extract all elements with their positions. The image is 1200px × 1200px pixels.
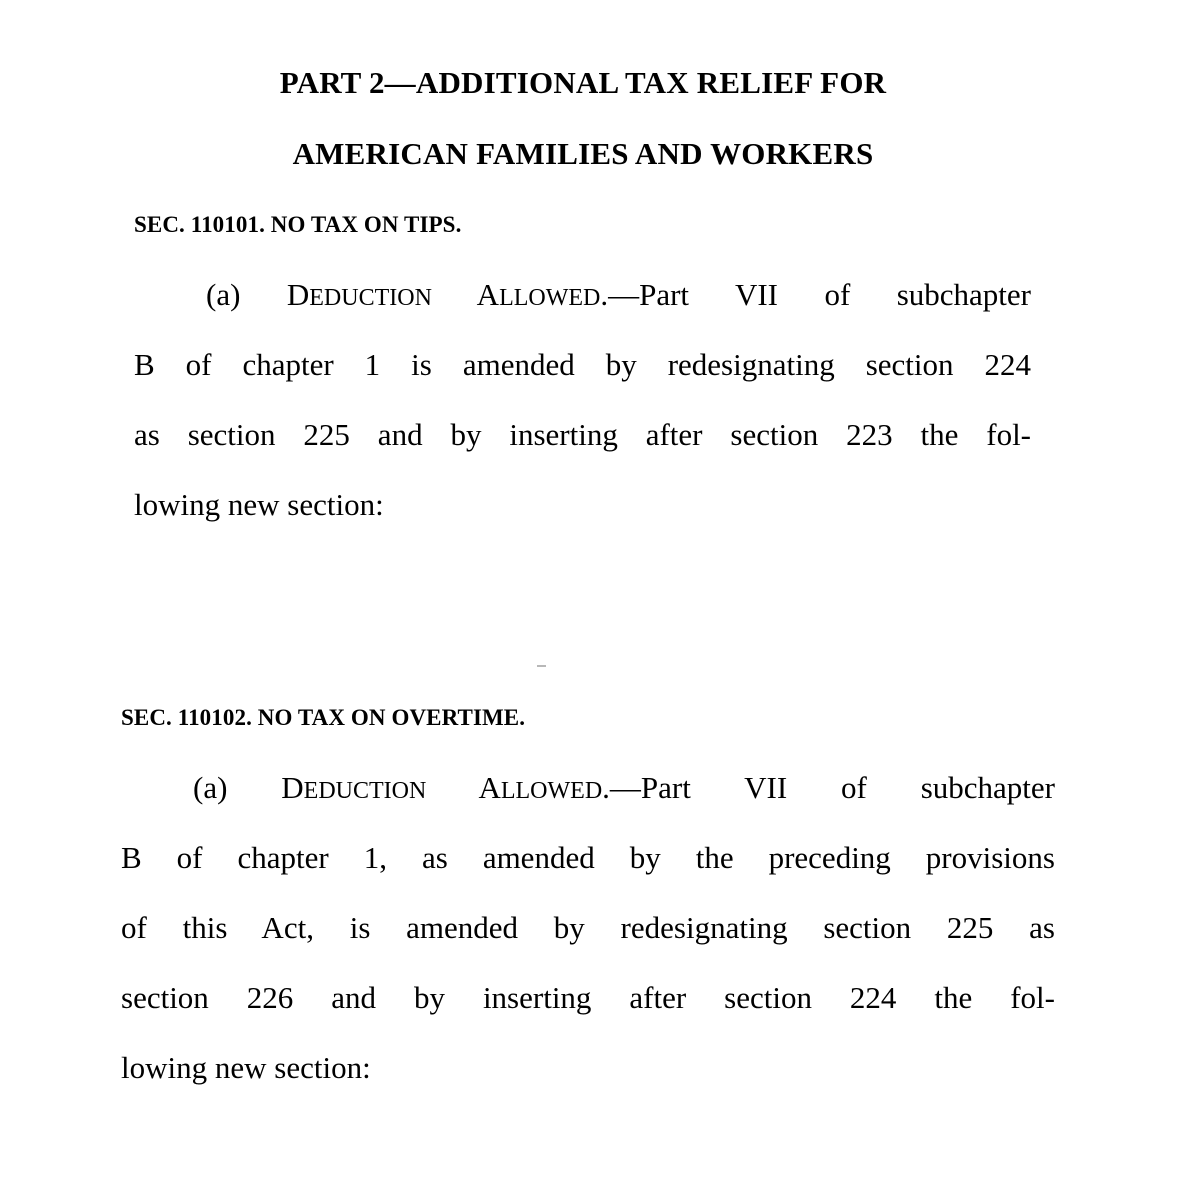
paragraph-first-line: (a) DEDUCTION ALLOWED.—Part VII of subchapter: [206, 277, 1031, 312]
paragraph-line: B of chapter 1, as amended by the preceding provisions: [121, 840, 1055, 875]
paragraph-line: lowing new section:: [134, 487, 384, 522]
paragraph-label: (a): [206, 277, 241, 312]
paragraph-line: of this Act, is amended by redesignating section 225 as: [121, 910, 1055, 945]
paragraph-line: section 226 and by inserting after section 224 the fol-: [121, 980, 1055, 1015]
page-break-mark: [537, 665, 546, 667]
paragraph-label: (a): [193, 770, 228, 805]
part-title-line-2: AMERICAN FAMILIES AND WORKERS: [292, 136, 874, 171]
section-heading-tips: SEC. 110101. NO TAX ON TIPS.: [134, 212, 462, 237]
part-title-line-1: PART 2—ADDITIONAL TAX RELIEF FOR: [279, 65, 887, 100]
paragraph-line: as section 225 and by inserting after section 223 the fol-: [134, 417, 1031, 452]
paragraph-line: lowing new section:: [121, 1050, 371, 1085]
section-paragraph-tips: [134, 260, 1031, 540]
paragraph-line: B of chapter 1 is amended by redesignating section 224: [134, 347, 1031, 382]
section-paragraph-overtime: [121, 753, 1055, 1103]
paragraph-caption: DEDUCTION ALLOWED: [281, 770, 603, 805]
paragraph-first-line: (a) DEDUCTION ALLOWED.—Part VII of subchapter: [193, 770, 1055, 805]
section-heading-overtime: SEC. 110102. NO TAX ON OVERTIME.: [121, 705, 526, 730]
paragraph-caption: DEDUCTION ALLOWED: [286, 277, 601, 312]
